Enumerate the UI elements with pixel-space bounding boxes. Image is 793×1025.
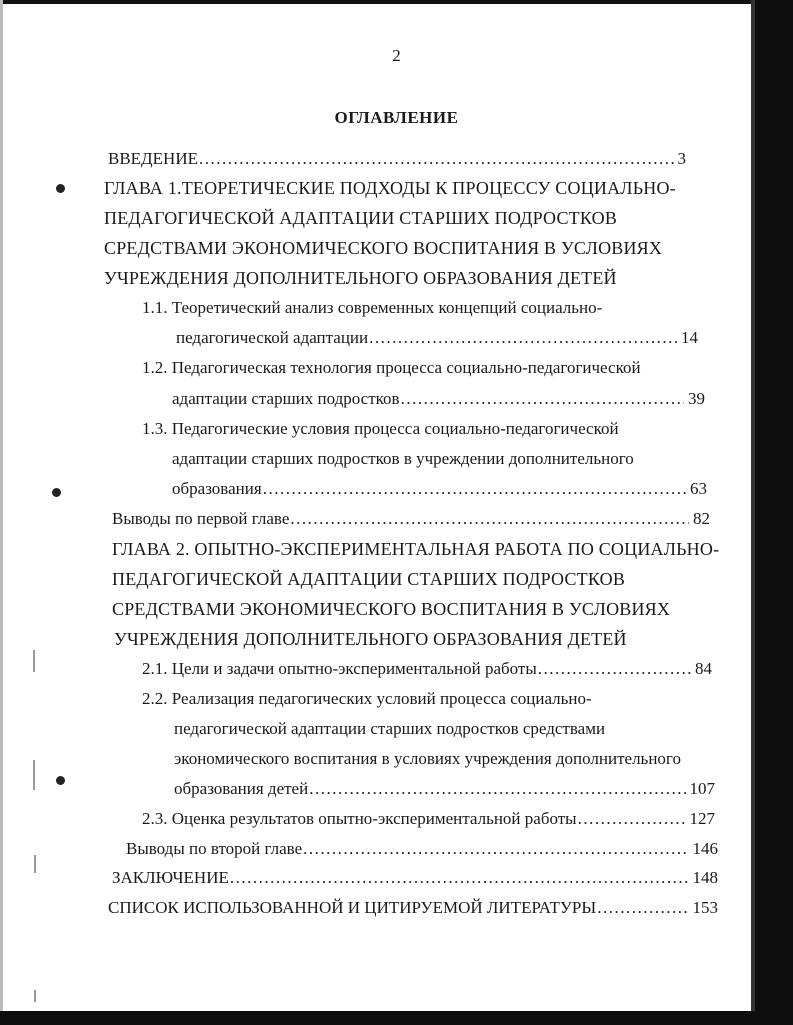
leader-dots [263, 478, 686, 500]
scan-speck [33, 760, 35, 790]
toc-entry-section-2-1[interactable] [142, 658, 712, 680]
chapter-2-title-line[interactable]: ГЛАВА 2. ОПЫТНО-ЭКСПЕРИМЕНТАЛЬНАЯ РАБОТА ПО СОЦИАЛЬНО- [112, 539, 720, 559]
toc-entry-chapter-1-conclusions[interactable] [112, 508, 710, 530]
leader-dots [309, 778, 685, 800]
entry-page: 82 [693, 509, 710, 528]
toc-entry-bibliography[interactable] [108, 897, 718, 919]
scan-speck [34, 855, 36, 873]
leader-dots [369, 327, 677, 349]
chapter-2-title-line[interactable]: УЧРЕЖДЕНИЯ ДОПОЛНИТЕЛЬНОГО ОБРАЗОВАНИЯ ДЕТЕЙ [114, 629, 627, 649]
leader-dots [597, 897, 688, 919]
toc-entry-section-2-2[interactable] [174, 778, 715, 800]
entry-page: 148 [692, 868, 718, 887]
entry-text: ЗАКЛЮЧЕНИЕ [112, 868, 229, 887]
toc-entry-conclusion[interactable] [112, 867, 718, 889]
toc-title: ОГЛАВЛЕНИЕ [334, 108, 459, 127]
entry-text: 2.3. Оценка результатов опытно-экспериментальной работы [142, 809, 577, 828]
scan-edge-top [0, 0, 793, 4]
scan-edge-right [755, 0, 793, 1025]
entry-page: 127 [689, 809, 715, 828]
section-1-1-title[interactable]: 1.1. Теоретический анализ современных концепций социально- [142, 298, 603, 317]
page-number: 2 [392, 46, 401, 65]
chapter-1-title-line[interactable]: СРЕДСТВАМИ ЭКОНОМИЧЕСКОГО ВОСПИТАНИЯ В УСЛОВИЯХ [104, 238, 663, 258]
scan-speck [33, 650, 35, 672]
leader-dots [230, 867, 689, 889]
entry-text: образования [172, 479, 262, 498]
toc-entry-introduction[interactable] [108, 148, 686, 170]
chapter-2-title-line[interactable]: СРЕДСТВАМИ ЭКОНОМИЧЕСКОГО ВОСПИТАНИЯ В УСЛОВИЯХ [112, 599, 671, 619]
punch-hole-mark [56, 776, 65, 785]
entry-text: 2.1. Цели и задачи опытно-экспериментальной работы [142, 659, 537, 678]
punch-hole-mark [56, 184, 65, 193]
entry-page: 63 [690, 479, 707, 498]
entry-text: СПИСОК ИСПОЛЬЗОВАННОЙ И ЦИТИРУЕМОЙ ЛИТЕРАТУРЫ [108, 898, 597, 917]
toc-entry-section-1-2[interactable] [172, 388, 705, 410]
scan-edge-bottom [0, 1011, 793, 1025]
leader-dots [401, 388, 684, 410]
entry-page: 3 [677, 149, 686, 168]
entry-text: Выводы по второй главе [126, 839, 303, 858]
leader-dots [303, 838, 688, 860]
entry-page: 39 [688, 389, 705, 408]
entry-page: 153 [692, 898, 718, 917]
section-2-2-title-continued[interactable]: экономического воспитания в условиях учреждения дополнительного [174, 749, 681, 768]
section-2-2-title[interactable]: 2.2. Реализация педагогических условий процесса социально- [142, 689, 592, 708]
entry-text: ВВЕДЕНИЕ [108, 149, 198, 168]
entry-page: 107 [689, 779, 715, 798]
entry-page: 14 [681, 328, 698, 347]
entry-text: Выводы по первой главе [112, 509, 290, 528]
leader-dots [538, 658, 691, 680]
entry-text: образования детей [174, 779, 309, 798]
entry-page: 84 [695, 659, 712, 678]
section-1-2-title[interactable]: 1.2. Педагогическая технология процесса социально-педагогической [142, 358, 641, 377]
chapter-1-title-line[interactable]: ПЕДАГОГИЧЕСКОЙ АДАПТАЦИИ СТАРШИХ ПОДРОСТКОВ [104, 208, 618, 228]
leader-dots [290, 508, 689, 530]
section-2-2-title-continued[interactable]: педагогической адаптации старших подростков средствами [174, 719, 606, 738]
section-1-3-title[interactable]: 1.3. Педагогические условия процесса социально-педагогической [142, 419, 619, 438]
toc-entry-section-1-1[interactable] [176, 327, 698, 349]
section-1-3-title-continued[interactable]: адаптации старших подростков в учреждении дополнительного [172, 449, 634, 468]
scan-edge-left [0, 0, 3, 1025]
leader-dots [578, 808, 686, 830]
punch-hole-mark [52, 488, 61, 497]
toc-entry-section-2-3[interactable] [142, 808, 715, 830]
chapter-2-title-line[interactable]: ПЕДАГОГИЧЕСКОЙ АДАПТАЦИИ СТАРШИХ ПОДРОСТКОВ [112, 569, 626, 589]
entry-text: адаптации старших подростков [172, 389, 400, 408]
toc-entry-section-1-3[interactable] [172, 478, 707, 500]
chapter-1-title-line[interactable]: УЧРЕЖДЕНИЯ ДОПОЛНИТЕЛЬНОГО ОБРАЗОВАНИЯ ДЕТЕЙ [104, 268, 617, 288]
leader-dots [199, 148, 674, 170]
chapter-1-title-line[interactable]: ГЛАВА 1.ТЕОРЕТИЧЕСКИЕ ПОДХОДЫ К ПРОЦЕССУ СОЦИАЛЬНО- [104, 178, 676, 198]
entry-text: педагогической адаптации [176, 328, 369, 347]
entry-page: 146 [692, 839, 718, 858]
scan-speck [34, 990, 36, 1002]
toc-entry-chapter-2-conclusions[interactable] [126, 838, 718, 860]
